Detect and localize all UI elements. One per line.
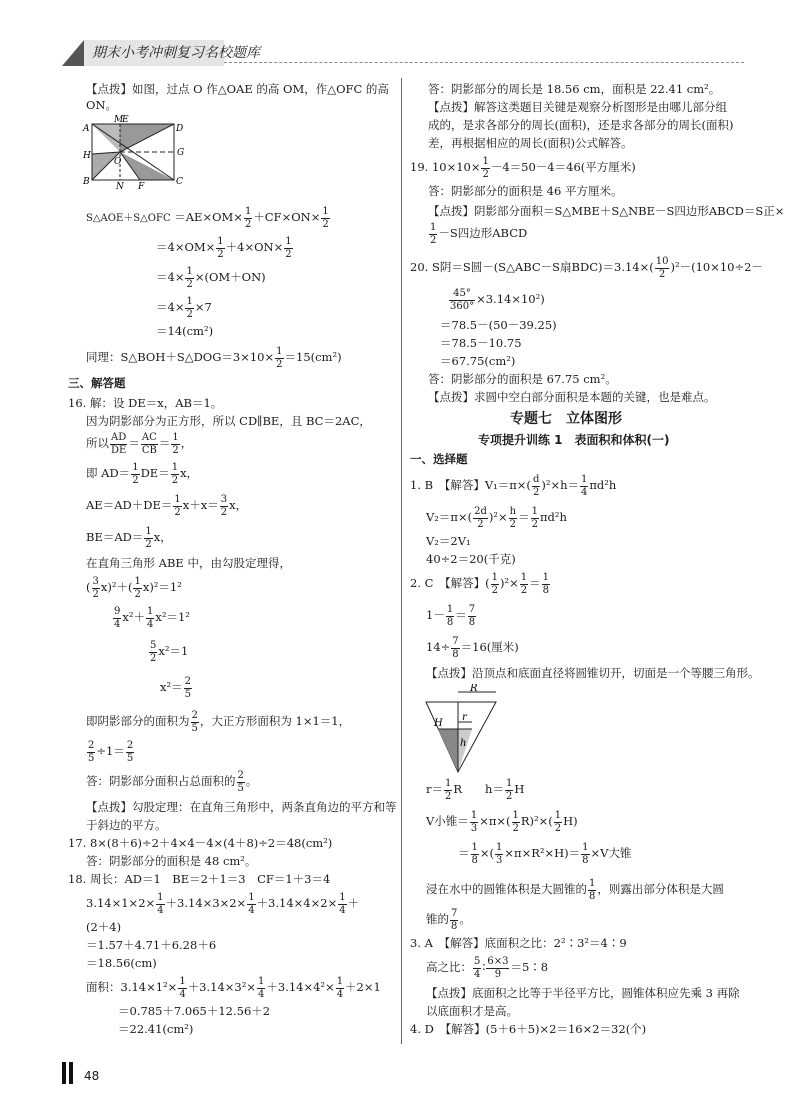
q2-line7: 浸在水中的圆锥体积是大圆锥的 $\frac{1}{8}$ ，则露出部分体积是大圆 [426, 878, 724, 902]
q16-line12: 即阴影部分的面积为 $\frac{2}{5}$ ，大正方形面积为 1×1＝1， [86, 710, 351, 734]
q1-line1: 1. B 【解答】V₁＝π×( $\frac{d}{2}$ )²×h＝ $\frac{1}{4}$ πd²h [410, 474, 617, 498]
q19-answer: 答：阴影部分的面积是 46 平方厘米。 [428, 184, 623, 198]
q2-line3: 14÷ $\frac{7}{8}$ ＝16(厘米) [426, 636, 519, 660]
q19-tip-line2: $\frac{1}{2}$ －S四边形ABCD [430, 222, 528, 246]
q2-line5: V小锥＝ $\frac{1}{3}$ ×π×( $\frac{1}{2}$ R)²×( $\frac{1}{2}$ H) [426, 810, 578, 834]
q19-line1: 19. 10×10× $\frac{1}{2}$ －4＝50－4＝46(平方厘米) [410, 156, 636, 180]
q20-line5: ＝67.75(cm²) [440, 354, 516, 368]
q16-line13: $\frac{2}{5}$ ÷1＝ $\frac{2}{5}$ [88, 740, 134, 764]
q18-line5: ＝18.56(cm) [86, 956, 157, 970]
figure-cone-section [420, 684, 502, 776]
q16-tip-line1: 【点拨】勾股定理：在直角三角形中，两条直角边的平方和等 [86, 800, 397, 814]
q17-line1: 17. 8×(8＋6)÷2＋4×4－4×(4＋8)÷2＝48(cm²) [68, 836, 333, 850]
area-equation-line2: ＝4×OM× $\frac{1}{2}$ ＋4×ON× $\frac{1}{2}$ [156, 236, 292, 260]
q16-line2: 因为阴影部分为正方形，所以 CD∥BE，且 BC＝2AC， [86, 414, 371, 428]
label-A: A [83, 124, 90, 134]
q18-line3: (2＋4) [86, 920, 122, 934]
q18-line8: ＝22.41(cm²) [118, 1022, 194, 1036]
q16-line5: AE＝AD＋DE＝ $\frac{1}{2}$ x＋x＝ $\frac{3}{2}$ x， [86, 494, 248, 518]
label-M: M [114, 115, 124, 125]
q16-line8: ( $\frac{3}{2}$ x)²＋( $\frac{1}{2}$ x)²＝1² [86, 576, 182, 600]
same-reasoning-line: 同理：S△BOH＋S△DOG＝3×10× $\frac{1}{2}$ ＝15(cm²) [86, 346, 342, 370]
label-r: r [462, 712, 467, 723]
shaded-region-top [92, 124, 120, 152]
q18-tip-line3: 差，再根据相应的周长(面积)公式解答。 [428, 136, 633, 150]
label-F: F [138, 182, 145, 190]
q3-tip-line2: 以底面积才是高。 [426, 1004, 518, 1018]
label-C: C [176, 177, 183, 187]
header-triangle-decoration [62, 40, 84, 66]
label-h: h [460, 738, 467, 749]
label-N: N [116, 182, 124, 190]
shaded-region-bottom [120, 152, 174, 180]
header-title: 期末小考冲刺复习名校题库 [92, 45, 260, 61]
q1-line2: V₂＝π×( $\frac{2d}{2}$ )²× $\frac{h}{2}$ ＝ $\frac{1}{2}$ πd²h [426, 506, 567, 530]
q18-line2: 3.14×1×2× $\frac{1}{4}$ ＋3.14×3×2× $\frac{1}{4}$ ＋3.14×4×2× $\frac{1}{4}$ ＋ [86, 892, 360, 916]
label-H: H [434, 718, 443, 729]
q19-tip-line1: 【点拨】阴影部分面积＝S△MBE＋S△NBE－S四边形ABCD＝S正× [428, 204, 785, 218]
q2-line4: r＝ $\frac{1}{2}$ R h＝ $\frac{1}{2}$ H [426, 778, 525, 802]
tip-intro-line2: ON。 [86, 98, 117, 112]
q1-line3: V₂＝2V₁ [426, 534, 471, 548]
q2-line6: ＝ $\frac{1}{8}$ ×( $\frac{1}{3}$ ×π×R²×H)＝ $\frac{1}{8}$ ×V大锥 [458, 842, 632, 866]
q20-line4: ＝78.5－10.75 [440, 336, 522, 350]
footer-bars [62, 1062, 76, 1089]
label-E: E [122, 115, 129, 125]
training-heading: 专项提升训练 1 表面积和体积(一) [478, 433, 670, 447]
q2-tip: 【点拨】沿顶点和底面直径将圆锥切开，切面是一个等腰三角形。 [426, 666, 760, 680]
area-equation-line1: S△AOE＋S△OFC ＝AE×OM× $\frac{1}{2}$ ＋CF×ON× $\frac{1}{2}$ [86, 206, 329, 230]
q3-tip-line1: 【点拨】底面积之比等于半径平方比，圆锥体积应先乘 3 再除 [426, 986, 740, 1000]
q20-line3: ＝78.5－(50－39.25) [440, 318, 557, 332]
q18-tip-line1: 【点拨】解答这类题目关键是观察分析图形是由哪儿部分组 [428, 100, 727, 114]
area-equation-line5: ＝14(cm²) [156, 324, 214, 338]
q16-line1: 16. 解：设 DE＝x，AB＝1。 [68, 396, 223, 410]
q20-tip: 【点拨】求圆中空白部分面积是本题的关键，也是难点。 [428, 390, 716, 404]
header-divider [224, 62, 744, 63]
topic-heading: 专题七 立体图形 [510, 411, 622, 427]
area-equation-line4: ＝4× $\frac{1}{2}$ ×7 [156, 296, 212, 320]
q16-line3: 所以 $\frac{AD}{DE}$ ＝ $\frac{AC}{CB}$ ＝ $\frac{1}{2}$ ， [86, 432, 193, 456]
q16-answer: 答：阴影部分面积占总面积的 $\frac{2}{5}$ 。 [86, 770, 258, 794]
q16-line6: BE＝AD＝ $\frac{1}{2}$ x， [86, 526, 172, 550]
q18-area-line: 面积：3.14×1²× $\frac{1}{4}$ ＋3.14×3²× $\frac{1}{4}$ ＋3.14×4²× $\frac{1}{4}$ ＋2×1 [86, 976, 381, 1000]
column-divider [401, 78, 402, 1044]
tip-intro-line1: 【点拨】如图，过点 O 作△OAE 的高 OM，作△OFC 的高 [86, 82, 389, 96]
q18-perimeter-line: 18. 周长：AD＝1 BE＝2＋1＝3 CF＝1＋3＝4 [68, 872, 331, 886]
q3-line1: 3. A 【解答】底面积之比：2²∶3²＝4∶9 [410, 936, 627, 950]
q18-line7: ＝0.785＋7.065＋12.56＋2 [118, 1004, 271, 1018]
page-number: 48 [84, 1069, 100, 1083]
q2-line8: 锥的 $\frac{7}{8}$ 。 [426, 908, 471, 932]
section-answer-heading: 三、解答题 [68, 376, 126, 390]
q4-line1: 4. D 【解答】(5＋6＋5)×2＝16×2＝32(个) [410, 1022, 647, 1036]
q16-line10: $\frac{5}{2}$ x²＝1 [150, 640, 189, 664]
q2-line1: 2. C 【解答】( $\frac{1}{2}$ )²× $\frac{1}{2}$ ＝ $\frac{1}{8}$ [410, 572, 550, 596]
q1-line4: 40÷2＝20(千克) [426, 552, 516, 566]
q20-line2: $\frac{45^\circ}{360^\circ}$ ×3.14×10²) [450, 288, 545, 312]
figure-rectangle-triangles [82, 114, 188, 190]
label-D: D [176, 124, 184, 134]
label-O: O [114, 157, 122, 167]
q18-line4: ＝1.57＋4.71＋6.28＋6 [86, 938, 217, 952]
q18-tip-line2: 成的，是求各部分的周长(面积)，还是求各部分的周长(面积) [428, 118, 734, 132]
label-R: R [470, 684, 478, 694]
q2-line2: 1－ $\frac{1}{8}$ ＝ $\frac{7}{8}$ [426, 604, 476, 628]
q16-tip-line2: 于斜边的平方。 [86, 818, 167, 832]
q16-line7: 在直角三角形 ABE 中，由勾股定理得， [86, 556, 291, 570]
q16-line4: 即 AD＝ $\frac{1}{2}$ DE＝ $\frac{1}{2}$ x， [86, 462, 199, 486]
label-B: B [83, 177, 90, 187]
q20-line1: 20. S阴＝S圆－(S△ABC－S扇BDC)＝3.14×( $\frac{10}{2}$ )²－(10×10÷2－ [410, 256, 763, 280]
q16-line9: $\frac{9}{4}$ x²＋ $\frac{1}{4}$ x²＝1² [114, 606, 190, 630]
label-G: G [177, 148, 185, 158]
q18-answer: 答：阴影部分的周长是 18.56 cm，面积是 22.41 cm²。 [428, 82, 721, 96]
q16-line11: x²＝ $\frac{2}{5}$ [160, 676, 191, 700]
label-H: H [83, 151, 91, 161]
area-equation-line3: ＝4× $\frac{1}{2}$ ×(OM＋ON) [156, 266, 266, 290]
q20-answer: 答：阴影部分的面积是 67.75 cm²。 [428, 372, 617, 386]
q3-line2: 高之比： $\frac{5}{4}$ ∶ $\frac{6\times 3}{9}$ ＝5∶8 [426, 956, 549, 980]
q17-answer: 答：阴影部分的面积是 48 cm²。 [86, 854, 257, 868]
section-choice-heading: 一、选择题 [410, 452, 468, 466]
